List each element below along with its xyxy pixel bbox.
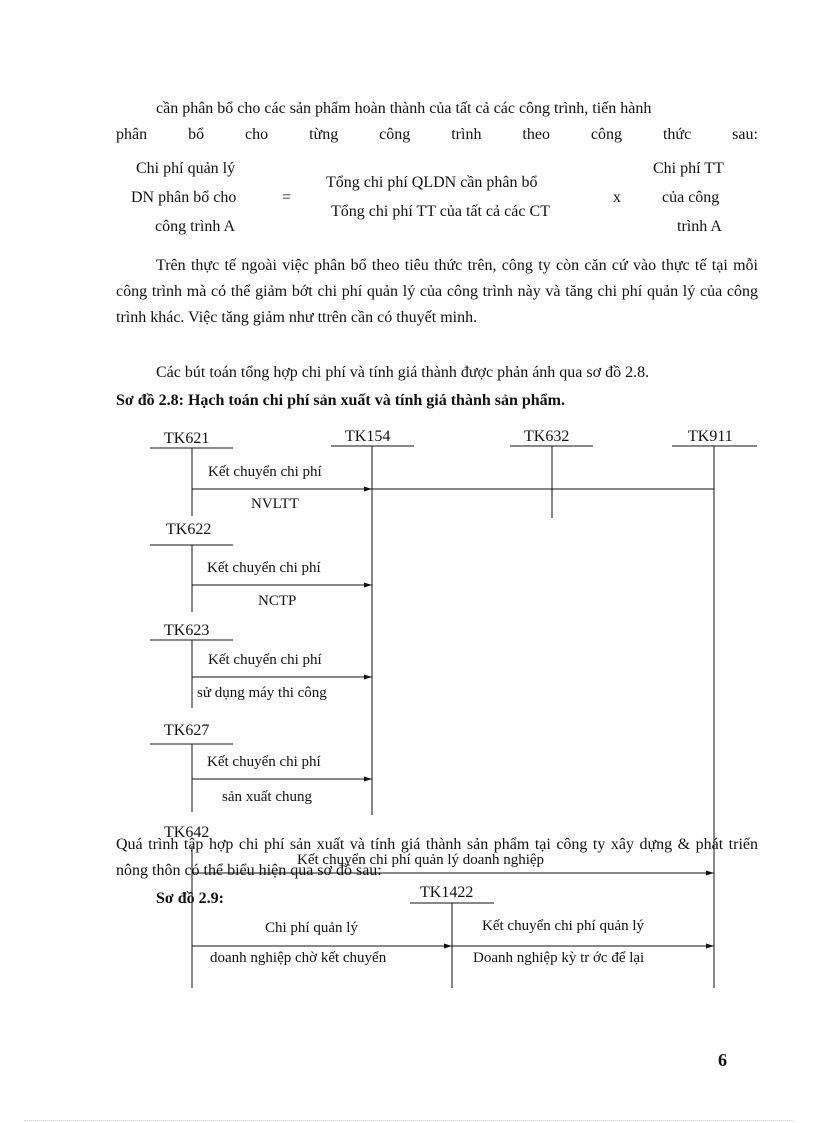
word: công [379,126,411,143]
entry-621-bottom: NVLTT [251,496,299,512]
entry-623-bottom: sử dụng máy thi công [197,685,327,701]
paragraph-entries: Các bút toán tổng hợp chi phí và tính giá thành được phản ánh qua sơ đồ 2.8. [156,364,650,381]
word: phân [116,126,148,143]
entry-621-top: Kết chuyển chi phí [208,464,322,480]
account-tk911: TK911 [688,428,733,445]
entry-622-bottom: NCTP [258,593,297,609]
d29-right-bottom: Doanh nghiệp kỳ tr ớc để lại [473,950,645,966]
word: theo [522,126,550,143]
formula-right-line3: trình A [677,218,722,235]
diagram-28-title: Sơ đồ 2.8: Hạch toán chi phí sản xuất và tính giá thành sản phẩm. [116,392,565,409]
word: sau: [732,126,758,143]
d29-left-bottom: doanh nghiệp chờ kết chuyển [210,950,387,966]
word: cho [245,126,269,143]
word: từng [309,126,339,143]
account-tk622: TK622 [166,521,212,538]
entry-623-top: Kết chuyển chi phí [208,652,322,668]
formula-numerator: Tổng chi phí QLDN cần phân bổ [326,174,538,191]
footer-divider [24,1120,794,1121]
formula-times: x [613,189,621,206]
d29-left-top: Chi phí quản lý [265,920,358,936]
account-tk642: TK642 [164,824,210,841]
account-tk154: TK154 [345,428,391,445]
word: trình [451,126,482,143]
account-tk1422: TK1422 [420,884,474,901]
formula-left-line2: DN phân bổ cho [131,189,237,206]
entry-642: Kết chuyển chi phí quản lý doanh nghiệp [297,852,545,868]
account-tk621: TK621 [164,430,210,447]
entry-627-bottom: sản xuất chung [222,789,312,805]
page-number: 6 [718,1050,727,1070]
diagram-29-title: Sơ đồ 2.9: [156,890,224,907]
formula-left-line3: công trình A [155,218,235,235]
d29-right-top: Kết chuyển chi phí quản lý [482,918,645,934]
entry-627-top: Kết chuyển chi phí [207,754,321,770]
word: thức [662,126,692,143]
formula-right-line1: Chi phí TT [653,160,724,177]
formula-right-line2: của công [662,189,720,206]
formula-left-line1: Chi phí quản lý [136,160,236,177]
account-tk623: TK623 [164,622,210,639]
word: bổ [188,126,205,143]
word: công [590,126,622,143]
para1-line1: cần phân bổ cho các sản phẩm hoàn thành của tất cả các công trình, tiến hành [156,100,652,117]
account-tk627: TK627 [164,722,210,739]
formula-denominator: Tổng chi phí TT của tất cả các CT [331,203,550,220]
paragraph-practice: Trên thực tế ngoài việc phân bổ theo tiêu thức trên, công ty còn căn cứ vào thực tế tại mỗi công trình mà có thể giảm bớt chi phí quản lý của công trình này và tăng chi phí quản lý của công trình khác. Việc tăng giảm như ttrên cần có thuyết minh. [116,257,758,326]
formula-equals: = [282,189,292,206]
paragraph-process: Quá trình tập hợp chi phí sản xuất và tính giá thành sản phẩm tại công ty xây dựng & phát triển nông thôn có thể biểu hiện qua sơ đồ sau: [116,836,758,879]
account-tk632: TK632 [524,428,570,445]
entry-622-top: Kết chuyển chi phí [207,560,321,576]
